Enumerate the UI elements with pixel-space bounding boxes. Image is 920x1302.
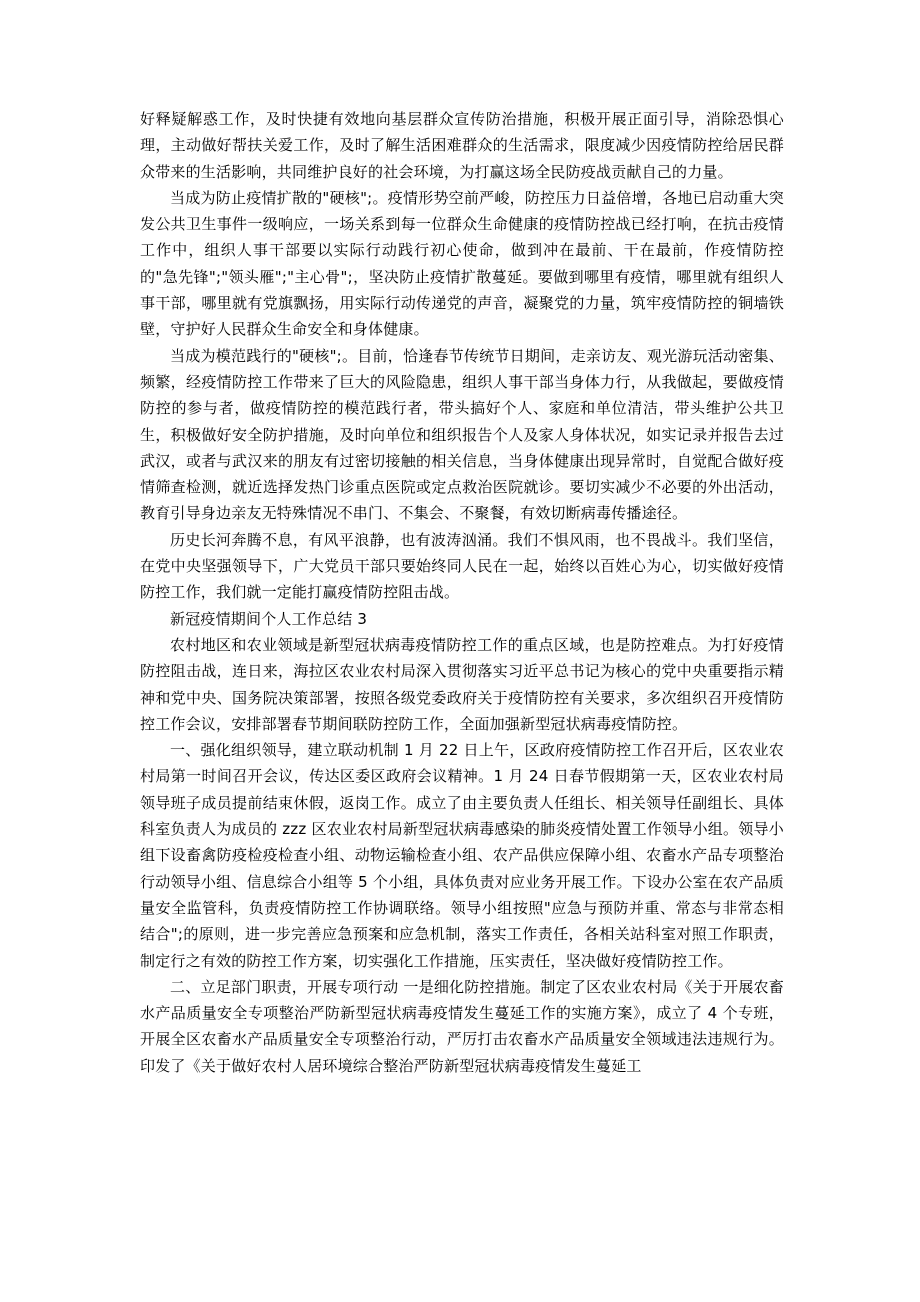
document-page (140, 106, 784, 1079)
section-title: 新冠疫情期间个人工作总结 3 (170, 609, 368, 628)
paragraph-3: 当成为模范践行的"硬核";。目前，恰逢春节传统节日期间，走亲访友、观光游玩活动密集、频繁，经疫情防控工作带来了巨大的风险隐患，组织人事干部当身体力行，从我做起，要做疫情防控的参与者，做疫情防控的模范践行者，带头搞好个人、家庭和单位清洁，带头维护公共卫生，积极做好安全防护措施，及时向单位和组织报告个人及家人身体状况，如实记录并报告去过武汉，或者与武汉来的朋友有过密切接触的相关信息，当身体健康出现异常时，自觉配合做好疫情筛查检测，就近选择发热门诊重点医院或定点救治医院就诊。要切实减少不必要的外出活动，教育引导身边亲友无特殊情况不串门、不集会、不聚餐，有效切断病毒传播途径。 (140, 346, 784, 523)
paragraph-1: 好释疑解惑工作，及时快捷有效地向基层群众宣传防治措施，积极开展正面引导，消除恐惧心理，主动做好帮扶关爱工作，及时了解生活困难群众的生活需求，限度减少因疫情防控给居民群众带来的生活影响，共同维护良好的社会环境，为打赢这场全民防疫战贡献自己的力量。 (140, 110, 784, 181)
paragraph-4: 历史长河奔腾不息，有风平浪静，也有波涛汹涌。我们不惧风雨，也不畏战斗。我们坚信，在党中央坚强领导下，广大党员干部只要始终同人民在一起，始终以百姓心为心，切实做好疫情防控工作，我们就一定能打赢疫情防控阻击战。 (140, 530, 784, 602)
paragraph-2: 当成为防止疫情扩散的"硬核";。疫情形势空前严峻，防控压力日益倍增，各地已启动重大突发公共卫生事件一级响应，一场关系到每一位群众生命健康的疫情防控战已经打响，在抗击疫情工作中，组织人事干部要以实际行动践行初心使命，做到冲在最前、干在最前，作疫情防控的"急先锋";"领头雁";"主心骨";，坚决防止疫情扩散蔓延。要做到哪里有疫情，哪里就有组织人事干部，哪里就有党旗飘扬，用实际行动传递党的声音，凝聚党的力量，筑牢疫情防控的铜墙铁壁，守护好人民群众生命安全和身体健康。 (140, 188, 784, 339)
section-paragraph-3: 二、立足部门职责，开展专项行动 一是细化防控措施。制定了区农业农村局《关于开展农畜水产品质量安全专项整治严防新型冠状病毒疫情发生蔓延工作的实施方案》，成立了 4 个专班，开展全区农畜水产品质量安全专项整治行动，严厉打击农畜水产品质量安全领域违法违规行为。印发了《关于做好农村人居环境综合整治严防新型冠状病毒疫情发生蔓延工 (140, 977, 784, 1075)
section-paragraph-1: 农村地区和农业领域是新型冠状病毒疫情防控工作的重点区域，也是防控难点。为打好疫情防控阻击战，连日来，海拉区农业农村局深入贯彻落实习近平总书记为核心的党中央重要指示精神和党中央、国务院决策部署，按照各级党委政府关于疫情防控有关要求，多次组织召开疫情防控工作会议，安排部署春节期间联防控防工作，全面加强新型冠状病毒疫情防控。 (140, 635, 784, 733)
section-paragraph-2: 一、强化组织领导，建立联动机制 1 月 22 日上午，区政府疫情防控工作召开后，区农业农村局第一时间召开会议，传达区委区政府会议精神。1 月 24 日春节假期第一天，区农业农村局领导班子成员提前结束休假，返岗工作。成立了由主要负责人任组长、相关领导任副组长、具体科室负责人为成员的 zzz 区农业农村局新型冠状病毒感染的肺炎疫情处置工作领导小组。领导小组下设畜禽防疫检疫检查小组、动物运输检查小组、农产品供应保障小组、农畜水产品专项整治行动领导小组、信息综合小组等 5 个小组，具体负责对应业务开展工作。下设办公室在农产品质量安全监管科，负责疫情防控工作协调联络。领导小组按照"应急与预防并重、常态与非常态相结合";的原则，进一步完善应急预案和应急机制，落实工作责任，各相关站科室对照工作职责，制定行之有效的防控工作方案，切实强化工作措施，压实责任，坚决做好疫情防控工作。 (140, 741, 784, 970)
